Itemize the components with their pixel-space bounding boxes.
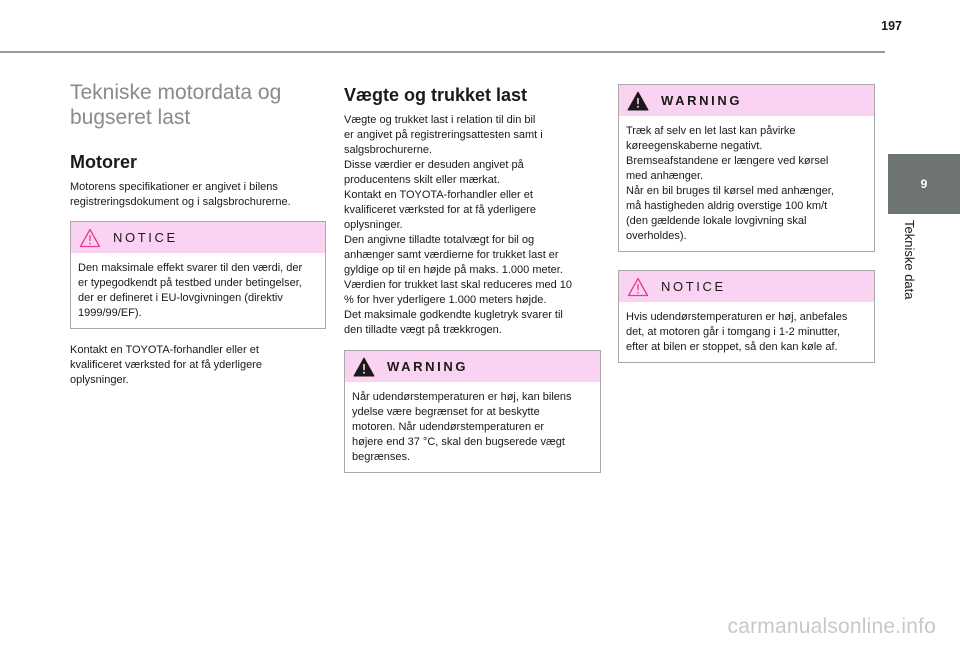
- warning-box: [618, 84, 875, 252]
- notice-label: NOTICE: [661, 279, 726, 294]
- vaegte-body: Vægte og trukket last i relation til din bil er angivet på registreringsattesten samt i salgsbrochurerne. Disse værdier er desuden angivet på producentens skilt eller mærkat. Kontakt en TOYOTA-forhandler eller et kvalificeret værksted for at få yderligere oplysninger. Den angivne tilladte totalvægt for bil og anhænger samt værdierne for trukket last er gyldige op til en højde på maks. 1.000 meter. Værdien for trukket last skal reduceres med 10 % for hver yderligere 1.000 meters højde. Det maksimale godkendte kugletryk svarer til den tilladte vægt på trækkrogen.: [344, 114, 573, 336]
- notice-body: [619, 302, 874, 362]
- warning-text: Når udendørstemperaturen er høj, kan bilens ydelse være begrænset for at beskytte motoren. Når udendørstemperaturen er højere end 37 °C, skal den bugserede vægt begrænses.: [352, 391, 572, 463]
- heading-motorer: Motorer: [70, 152, 137, 172]
- warning-body: [619, 116, 874, 251]
- column-left: [70, 80, 326, 388]
- warning-triangle-icon: [353, 357, 375, 377]
- column-right: [618, 84, 875, 363]
- motorer-intro: Motorens specifikationer er angivet i bilens registreringsdokument og i salgsbrochurerne.: [70, 181, 291, 208]
- warning-text: Træk af selv en let last kan påvirke køreegenskaberne negativt. Bremseafstandene er længere ved kørsel med anhænger. Når en bil bruges til kørsel med anhænger, må hastigheden aldrig overstige 100 km/t (den gældende lokale lovgivning skal overholdes).: [626, 125, 834, 242]
- warning-label: WARNING: [661, 93, 743, 108]
- warning-header: [619, 85, 874, 116]
- warning-label: WARNING: [387, 359, 469, 374]
- notice-label: NOTICE: [113, 230, 178, 245]
- section-title: Tekniske motordata og bugseret last: [70, 81, 282, 129]
- notice-header: [619, 271, 874, 302]
- notice-box: [618, 270, 875, 363]
- notice-header: [71, 222, 325, 253]
- watermark: carmanualsonline.info: [727, 615, 936, 638]
- notice-text: Hvis udendørstemperaturen er høj, anbefales det, at motoren går i tomgang i 1-2 minutter, efter at bilen er stoppet, så den kan køle af.: [626, 311, 848, 353]
- chapter-tab-number: 9: [920, 177, 928, 191]
- warning-triangle-icon: [627, 91, 649, 111]
- column-middle: [344, 84, 601, 473]
- notice-body: [71, 253, 325, 328]
- notice-box: [70, 221, 326, 329]
- notice-triangle-icon: [79, 228, 101, 248]
- heading-vaegte: Vægte og trukket last: [344, 85, 528, 105]
- chapter-label: Tekniske data: [902, 220, 917, 300]
- header-rule: [0, 51, 885, 53]
- page-number: 197: [881, 19, 902, 33]
- warning-header: [345, 351, 600, 382]
- warning-body: [345, 382, 600, 472]
- chapter-tab[interactable]: [888, 154, 960, 214]
- notice-triangle-icon: [627, 277, 649, 297]
- contact-text: Kontakt en TOYOTA-forhandler eller et kvalificeret værksted for at få yderligere oplysninger.: [70, 344, 262, 386]
- warning-box: [344, 350, 601, 473]
- notice-text: Den maksimale effekt svarer til den værdi, der er typegodkendt på testbed under betingelser, der er defineret i EU-lovgivningen (direktiv 1999/99/EF).: [78, 262, 303, 319]
